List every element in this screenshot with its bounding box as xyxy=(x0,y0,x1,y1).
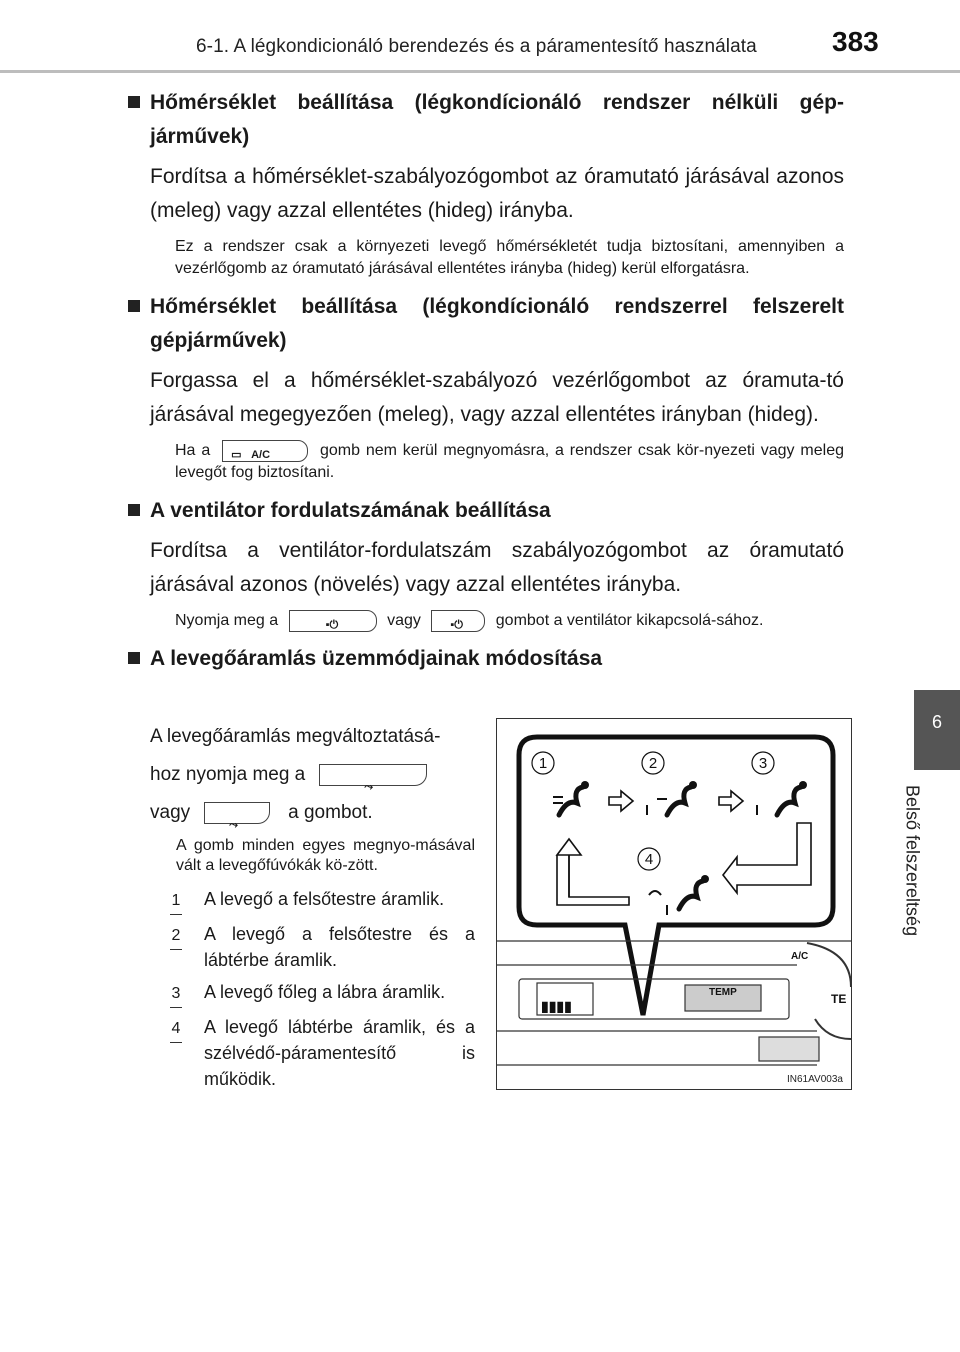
chapter-number: 6 xyxy=(931,712,942,732)
chapter-label-text: Belső felszereltség xyxy=(902,785,923,937)
section-heading: Hőmérséklet beállítása (légkondícionáló rendszerrel felszerelt gépjárművek) xyxy=(128,290,844,358)
figure-code: IN61AV003a xyxy=(787,1074,843,1085)
marker-4: 4 xyxy=(644,851,654,868)
section-note: Ez a rendszer csak a környezeti levegő hőmérsékletét tudja biztosítani, amennyiben a vezérlőgomb az óramutató járásával ellentétes irányba (hideg) kerül elforgatásra. xyxy=(175,238,844,277)
section-note: A gomb minden egyes megnyo-másával vált a levegőfúvókák kö-zött. xyxy=(176,837,475,874)
chapter-tab[interactable] xyxy=(914,690,960,770)
section-note: Ha a ▭ A/C gomb nem kerül megnyomásra, a rendszer csak kör-nyezeti vagy meleg levegőt fog biztosítani. xyxy=(128,440,844,484)
page-header xyxy=(0,0,960,80)
airflow-diagram-svg xyxy=(497,719,851,1089)
airflow-diagram xyxy=(496,718,852,1090)
section-body: Forgassa el a hőmérséklet-szabályozó vezérlőgombot az óramuta-tó járásával megegyezően (meleg), vagy azzal ellentétes irányban (hideg). xyxy=(150,369,844,426)
list-item: 3 A levegő főleg a lábra áramlik. xyxy=(150,979,475,1008)
airflow-text-column xyxy=(150,718,475,1098)
ac-button-icon: ▭ A/C xyxy=(222,440,308,462)
mode-button-icon: ⤳ xyxy=(204,802,270,824)
marker-3: 3 xyxy=(758,755,768,772)
section-body: Fordítsa a hőmérséklet-szabályozógombot az óramutató járásával azonos (meleg) vagy azzal ellentétes (hideg) irányba. xyxy=(150,165,844,222)
fan-off-button-icon: ▪⏻ xyxy=(431,610,485,632)
panel-temp-label: TEMP xyxy=(709,987,737,998)
square-bullet-icon xyxy=(128,300,140,312)
page-number: 383 xyxy=(832,26,879,57)
panel-ac-label: A/C xyxy=(791,951,809,962)
header-title: 6-1. A légkondicionáló berendezés és a páramentesítő használata xyxy=(196,36,757,57)
list-item: 2 A levegő a felsőtestre és a lábtérbe áramlik. xyxy=(171,924,475,970)
fan-off-button-icon: ▪⏻ xyxy=(289,610,377,632)
list-item: 4 A levegő lábtérbe áramlik, és a szélvédő-páramentesítő is működik. xyxy=(171,1017,475,1089)
panel-te-label: TE xyxy=(831,992,847,1006)
section-heading: A levegőáramlás üzemmódjainak módosítása xyxy=(128,642,844,676)
mode-button-icon: ⤳ xyxy=(319,764,427,786)
section-heading: Hőmérséklet beállítása (légkondícionáló rendszer nélküli gép-járművek) xyxy=(128,86,844,154)
main-content xyxy=(128,86,844,682)
section-body: Fordítsa a ventilátor-fordulatszám szabályozógombot az óramutató járásával azonos (növelés) vagy azzal ellentétes irányba. xyxy=(150,539,844,597)
header-rule xyxy=(0,70,960,73)
marker-2: 2 xyxy=(648,755,658,772)
chapter-label xyxy=(892,785,932,965)
section-note: Nyomja meg a ▪⏻ vagy ▪⏻ gombot a ventilátor kikapcsolá-sához. xyxy=(128,610,844,632)
square-bullet-icon xyxy=(128,652,140,664)
svg-text:▮▮▮▮: ▮▮▮▮ xyxy=(541,998,572,1014)
square-bullet-icon xyxy=(128,504,140,516)
marker-1: 1 xyxy=(538,755,548,772)
section-body: A levegőáramlás megváltoztatásá- hoz nyomja meg a ⤳ vagy ⤳ a gombot. xyxy=(150,726,441,831)
list-item: 1 A levegő a felsőtestre áramlik. xyxy=(150,886,475,915)
square-bullet-icon xyxy=(128,96,140,108)
section-heading: A ventilátor fordulatszámának beállítása xyxy=(128,494,844,528)
